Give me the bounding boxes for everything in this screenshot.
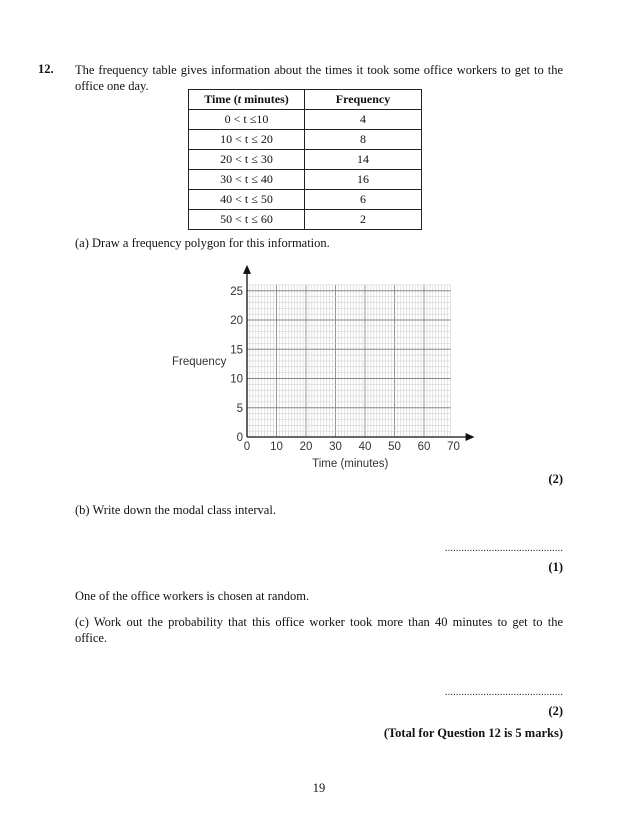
y-tick-label: 25 — [230, 285, 243, 298]
frequency-value: 2 — [305, 210, 422, 230]
table-row — [189, 110, 422, 130]
time-interval: 50 < t ≤ 60 — [189, 210, 305, 230]
part-b-answer-line[interactable]: ........................................... — [444, 542, 563, 554]
x-tick-label: 70 — [447, 441, 460, 453]
frequency-value: 8 — [305, 130, 422, 150]
table-row — [189, 130, 422, 150]
y-tick-label: 5 — [236, 402, 243, 415]
time-interval: 40 < t ≤ 50 — [189, 190, 305, 210]
part-b-prompt — [75, 503, 276, 518]
y-axis-label: Frequency — [172, 355, 227, 368]
part-a-prompt — [75, 236, 330, 251]
table-header-row — [189, 90, 422, 110]
part-c-label: (c) — [75, 615, 89, 629]
part-c-prompt — [75, 614, 563, 646]
table-row — [189, 170, 422, 190]
x-tick-label: 40 — [358, 441, 372, 453]
question-intro: The frequency table gives information about the times it took some office workers to get to the office one day. — [75, 63, 563, 93]
part-c-marks: (2) — [548, 704, 563, 718]
x-tick-label: 0 — [243, 441, 251, 453]
x-tick-label: 60 — [417, 441, 431, 453]
frequency-value: 6 — [305, 190, 422, 210]
part-a-label: (a) — [75, 236, 89, 250]
x-axis-label: Time (minutes) — [312, 458, 389, 470]
y-tick-label: 20 — [230, 315, 243, 327]
table-row — [189, 150, 422, 170]
header-frequency: Frequency — [305, 90, 422, 110]
header-time: Time (t minutes) — [189, 90, 305, 110]
y-tick-label: 10 — [230, 373, 243, 386]
question-number: 12. — [38, 62, 54, 76]
x-axis-arrow — [466, 433, 475, 441]
part-b-label: (b) — [75, 503, 90, 517]
part-c-text: Work out the probability that this office worker took more than 40 minutes to get to the office. — [75, 615, 563, 645]
frequency-value: 14 — [305, 150, 422, 170]
frequency-polygon-grid[interactable] — [160, 262, 490, 474]
x-tick-label: 10 — [270, 441, 283, 453]
table-row — [189, 190, 422, 210]
part-b-text: Write down the modal class interval. — [92, 503, 276, 517]
time-interval: 10 < t ≤ 20 — [189, 130, 305, 150]
frequency-table — [188, 89, 422, 230]
x-tick-label: 30 — [329, 441, 342, 453]
time-interval: 20 < t ≤ 30 — [189, 150, 305, 170]
frequency-value: 4 — [305, 110, 422, 130]
question-total: (Total for Question 12 is 5 marks) — [383, 726, 563, 740]
time-interval: 0 < t ≤10 — [189, 110, 305, 130]
frequency-value: 16 — [305, 170, 422, 190]
table-row — [189, 210, 422, 230]
question-stem: One of the office workers is chosen at random. — [75, 589, 310, 603]
part-a-text: Draw a frequency polygon for this information. — [92, 236, 330, 250]
part-a-marks: (2) — [548, 472, 563, 486]
y-tick-label: 15 — [230, 344, 243, 357]
x-tick-label: 50 — [388, 441, 401, 453]
page-number: 19 — [312, 781, 326, 795]
x-tick-label: 20 — [299, 441, 313, 453]
y-axis-arrow — [243, 265, 251, 274]
part-c-answer-line[interactable]: ........................................... — [444, 686, 563, 698]
part-b-marks: (1) — [548, 560, 563, 574]
time-interval: 30 < t ≤ 40 — [189, 170, 305, 190]
y-tick-label: 0 — [236, 432, 243, 444]
